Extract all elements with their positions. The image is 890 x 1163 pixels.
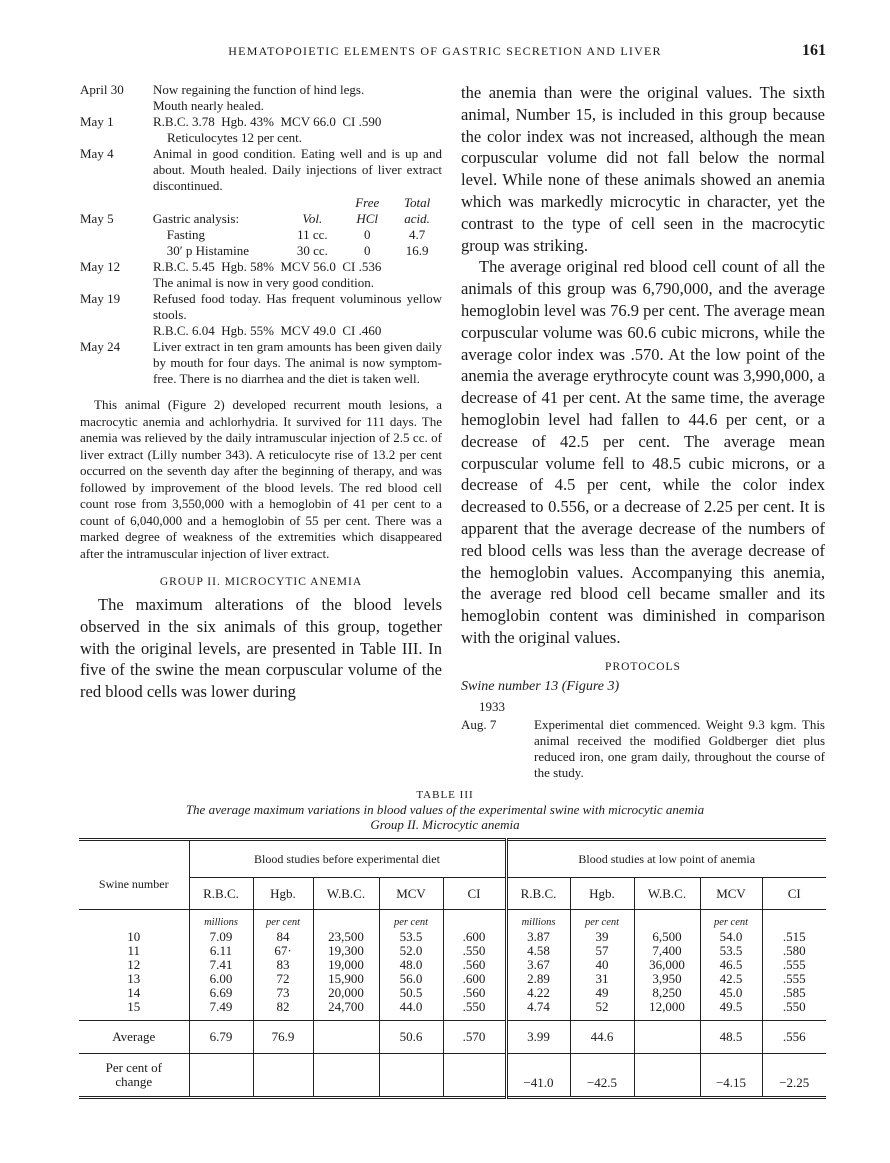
log-entry <box>80 82 442 114</box>
table-cell: 40 <box>595 957 609 972</box>
table-cell: .580 <box>782 943 806 958</box>
table-cell: .555 <box>782 957 806 972</box>
average-cell: 48.5 <box>700 1021 762 1054</box>
table-cell: 52 <box>595 999 609 1014</box>
table-cell: 56.0 <box>399 971 423 986</box>
swine-number: 10 <box>127 929 141 944</box>
table-cell: 6,500 <box>652 929 682 944</box>
swine-number: 11 <box>127 943 141 958</box>
entry-text: Experimental diet commenced. Weight 9.3 kgm. This animal received the modified Goldberger diet plus reduced iron, one gram daily, throughout the course of the study. <box>534 716 825 780</box>
table-iii <box>79 838 826 1099</box>
gastric-vol: 30 cc. <box>296 243 328 258</box>
average-label: Average <box>79 1021 189 1054</box>
table-cell: 48.0 <box>399 957 423 972</box>
table-cell: 3.87 <box>527 929 550 944</box>
table-cell: 31 <box>595 971 609 986</box>
table-label: TABLE III <box>416 789 474 801</box>
change-cell <box>634 1054 700 1098</box>
entry-text: R.B.C. 5.45 Hgb. 58% MCV 56.0 CI .536 <box>153 259 382 274</box>
table-cell: 19,300 <box>328 943 364 958</box>
table-caption <box>0 802 890 832</box>
col-header: Hgb. <box>570 878 634 910</box>
table-cell: .515 <box>782 929 806 944</box>
table-cell: .550 <box>782 999 806 1014</box>
data-column <box>700 910 762 1021</box>
data-column <box>379 910 443 1021</box>
table-cell: 49.5 <box>719 999 743 1014</box>
change-cell <box>443 1054 506 1098</box>
table-cell: 3.67 <box>527 957 550 972</box>
unit-label: per cent <box>713 917 749 928</box>
swine-number: 12 <box>127 957 141 972</box>
running-title: HEMATOPOIETIC ELEMENTS OF GASTRIC SECRETION AND LIVER <box>228 44 662 58</box>
table-cell: 57 <box>595 943 609 958</box>
table-cell: 7.41 <box>209 957 233 972</box>
col-acid: acid. <box>404 211 430 226</box>
table-cell: 8,250 <box>652 985 682 1000</box>
log-entry <box>461 717 825 781</box>
gastric-hcl: 0 <box>363 227 371 242</box>
data-column <box>506 910 570 1021</box>
col-free: Free <box>355 195 380 210</box>
swine-heading: Swine number 13 (Figure 3) <box>461 678 620 694</box>
average-cell: .556 <box>782 1029 806 1044</box>
gastric-row-label: 30′ p Histamine <box>166 243 250 258</box>
page-number: 161 <box>802 42 826 59</box>
entry-text: The animal is now in very good condition. <box>153 275 374 290</box>
table-cell: 46.5 <box>719 957 743 972</box>
case-summary: This animal (Figure 2) developed recurrent mouth lesions, a macrocytic anemia and achlorhydria. It survived for 111 days. The anemia was relieved by the daily intramuscular injection of 2.5 cc. of liver extract (Lilly number 343). A reticulocyte rise of 13.2 per cent occurred on the seventh day after the beginning of therapy, and was followed by improvement of the blood levels. The red blood cell count rose from 3,550,000 with a hemoglobin of 41 per cent to a count of 6,040,000 and a hemoglobin of 55 per cent. There was a marked degree of weakness of the extremities which disappeared after the intramuscular injection of liver extract. <box>80 397 442 561</box>
table-cell: 7.49 <box>209 999 233 1014</box>
group-heading: GROUP II. MICROCYTIC ANEMIA <box>159 576 363 588</box>
table-cell: 3,950 <box>652 971 682 986</box>
col-header: W.B.C. <box>634 878 700 910</box>
table-cell: 54.0 <box>719 929 743 944</box>
average-cell: 44.6 <box>570 1021 634 1054</box>
col-header: W.B.C. <box>313 878 379 910</box>
change-label: Per cent of change <box>79 1054 189 1098</box>
gastric-vol: 11 cc. <box>297 227 328 242</box>
table-cell: 39 <box>595 929 609 944</box>
data-column <box>634 910 700 1021</box>
data-column <box>189 910 253 1021</box>
swine-numbers <box>79 910 189 1021</box>
table-cell: 4.74 <box>527 999 550 1014</box>
table-cell: 67· <box>274 943 292 958</box>
unit-label: per cent <box>393 917 429 928</box>
table-caption-line: The average maximum variations in blood values of the experimental swine with microcytic anemia <box>185 802 705 817</box>
col-vol: Vol. <box>302 211 323 226</box>
table-cell: 24,700 <box>328 999 364 1014</box>
unit-label: per cent <box>584 917 620 928</box>
table-cell: 50.5 <box>399 985 423 1000</box>
col-hcl: HCl <box>356 211 379 226</box>
col-header: R.B.C. <box>189 878 253 910</box>
table-cell: 6.11 <box>209 943 233 958</box>
entry-date: May 24 <box>80 339 121 354</box>
gastric-label: Gastric analysis: <box>152 211 240 226</box>
table-cell: 4.58 <box>527 943 550 958</box>
change-cell: −4.15 <box>700 1054 762 1098</box>
unit-label: per cent <box>265 917 301 928</box>
average-cell <box>313 1021 379 1054</box>
change-cell <box>189 1054 253 1098</box>
unit-label <box>444 916 505 930</box>
average-row <box>79 1021 826 1054</box>
paragraph: The average original red blood cell count of all the animals of this group was 6,790,000, and the average hemoglobin level was 76.9 per cent. The average mean corpuscular volume was 60.6 cubic microns, while the average color index was .570. At the low point of the anemia the average erythrocyte count was 3,990,000, a decrease of 41 per cent. At the same time, the average hemoglobin level had fallen to 44.6 per cent, or a decrease of 42.5 per cent. The average mean corpuscular volume fell to 48.5 cubic microns, or a decrease of 4.5 per cent, while the color index decreased to 0.556, or a decrease of 2.25 per cent. It is apparent that the average decrease of the numbers of red blood cells was less than the average decrease of the hemoglobin values. Accompanying this anemia, the average red blood cell became smaller and its hemoglobin content was diminished in comparison with the original values. <box>461 257 825 647</box>
average-cell: 50.6 <box>379 1021 443 1054</box>
group-header-low: Blood studies at low point of anemia <box>506 840 826 878</box>
table-cell: 45.0 <box>719 985 743 1000</box>
entry-date: May 12 <box>80 259 121 274</box>
log-entry <box>80 339 442 387</box>
average-cell: 3.99 <box>506 1021 570 1054</box>
entry-subtext: Reticulocytes 12 per cent. <box>167 130 303 145</box>
table-cell: 84 <box>276 929 290 944</box>
data-column <box>313 910 379 1021</box>
table-cell: .560 <box>462 985 486 1000</box>
swine-number: 13 <box>127 971 141 986</box>
change-row <box>79 1054 826 1098</box>
table-cell: 4.22 <box>527 985 550 1000</box>
column-header-row <box>79 878 826 910</box>
average-cell <box>634 1021 700 1054</box>
entry-date: May 4 <box>80 146 114 161</box>
protocols-heading: PROTOCOLS <box>605 660 681 673</box>
table-cell: 53.5 <box>719 943 743 958</box>
table-cell: 52.0 <box>399 943 423 958</box>
gastric-row-label: Fasting <box>166 227 206 242</box>
entry-date: Aug. 7 <box>461 716 497 732</box>
data-block <box>79 910 826 1021</box>
change-cell <box>253 1054 313 1098</box>
table-cell: .555 <box>782 971 806 986</box>
col-header: Hgb. <box>253 878 313 910</box>
table-cell: 23,500 <box>328 929 364 944</box>
unit-label <box>314 916 379 930</box>
change-cell <box>379 1054 443 1098</box>
paragraph: the anemia than were the original values. The sixth animal, Number 15, is included in this group because the color index was not increased, although the mean corpuscular volume did not fall below the normal level. While none of these animals showed an anemia which was markedly microcytic in character, yet the contrast to the type of cell seen in the macrocytic group was striking. <box>461 83 825 255</box>
average-cell: 76.9 <box>253 1021 313 1054</box>
group-paragraph: The maximum alterations of the blood levels observed in the six animals of this group, together with the original levels, are presented in Table III. In five of the swine the mean corpuscular volume of the red blood cells was lower during <box>80 595 442 702</box>
change-cell: −41.0 <box>506 1054 570 1098</box>
change-cell <box>313 1054 379 1098</box>
col-header: R.B.C. <box>506 878 570 910</box>
col-header: CI <box>443 878 506 910</box>
table-cell: 15,900 <box>328 971 364 986</box>
average-cell: 6.79 <box>189 1021 253 1054</box>
log-entry <box>80 146 442 194</box>
table-cell: 44.0 <box>399 999 423 1014</box>
swine-number: 14 <box>127 985 141 1000</box>
table-cell: 7,400 <box>652 943 682 958</box>
data-column <box>443 910 506 1021</box>
gastric-analysis <box>80 195 442 259</box>
col-total: Total <box>403 195 431 210</box>
table-cell: 72 <box>276 971 290 986</box>
entry-text: Liver extract in ten gram amounts has been given daily by mouth for four days. The animal is now symptom-free. There is no diarrhea and the diet is taken well. <box>153 339 442 386</box>
unit-label: millions <box>204 917 238 928</box>
col-header: CI <box>787 885 801 901</box>
table-caption-line: Group II. Microcytic anemia <box>370 817 520 832</box>
gastric-acid: 16.9 <box>405 243 429 258</box>
gastric-hcl: 0 <box>363 243 371 258</box>
entry-text: Mouth nearly healed. <box>153 98 264 113</box>
entry-date: April 30 <box>80 82 124 97</box>
swine-number-header: Swine number <box>79 840 189 910</box>
entry-text: Now regaining the function of hind legs. <box>153 82 365 97</box>
table-cell: .585 <box>782 985 806 1000</box>
log-entry <box>80 291 442 339</box>
unit-label: millions <box>521 917 556 928</box>
change-cell: −42.5 <box>570 1054 634 1098</box>
table-cell: .560 <box>462 957 486 972</box>
col-header: MCV <box>379 878 443 910</box>
swine-number: 15 <box>127 999 141 1014</box>
log-entry <box>80 259 442 291</box>
average-cell: .570 <box>443 1021 506 1054</box>
table-cell: .550 <box>462 943 486 958</box>
unit-label <box>763 916 827 930</box>
table-cell: 49 <box>595 985 609 1000</box>
entry-date: May 19 <box>80 291 121 306</box>
entry-text: R.B.C. 6.04 Hgb. 55% MCV 49.0 CI .460 <box>153 323 382 338</box>
table-cell: .550 <box>462 999 486 1014</box>
data-column <box>762 910 826 1021</box>
year-label: 1933 <box>479 698 505 714</box>
table-cell: .600 <box>462 929 486 944</box>
table-cell: 42.5 <box>719 971 743 986</box>
table-cell: 19,000 <box>328 957 364 972</box>
right-column <box>461 82 825 781</box>
unit-label <box>635 916 700 930</box>
log-entry <box>80 114 442 146</box>
table-cell: 7.09 <box>209 929 233 944</box>
table-cell: 12,000 <box>649 999 685 1014</box>
left-column <box>80 82 442 703</box>
entry-text: Refused food today. Has frequent voluminous yellow stools. <box>153 291 442 322</box>
data-column <box>253 910 313 1021</box>
entry-date: May 1 <box>80 114 114 129</box>
gastric-acid: 4.7 <box>408 227 426 242</box>
col-header: MCV <box>700 878 762 910</box>
entry-text: Animal in good condition. Eating well and is up and about. Mouth healed. Daily injections of liver extract discontinued. <box>153 146 442 193</box>
group-header-before: Blood studies before experimental diet <box>189 840 506 878</box>
data-column <box>570 910 634 1021</box>
table-cell: 2.89 <box>527 971 550 986</box>
table-cell: 82 <box>276 999 290 1014</box>
table-cell: 83 <box>276 957 290 972</box>
table-cell: 53.5 <box>399 929 423 944</box>
change-cell: −2.25 <box>779 1075 810 1090</box>
entry-text: R.B.C. 3.78 Hgb. 43% MCV 66.0 CI .590 <box>153 114 382 129</box>
table-cell: 73 <box>276 985 290 1000</box>
entry-date: May 5 <box>80 211 114 226</box>
table-cell: .600 <box>462 971 486 986</box>
table-cell: 36,000 <box>649 957 685 972</box>
table-cell: 6.00 <box>209 971 233 986</box>
table-cell: 20,000 <box>328 985 364 1000</box>
table-cell: 6.69 <box>209 985 233 1000</box>
